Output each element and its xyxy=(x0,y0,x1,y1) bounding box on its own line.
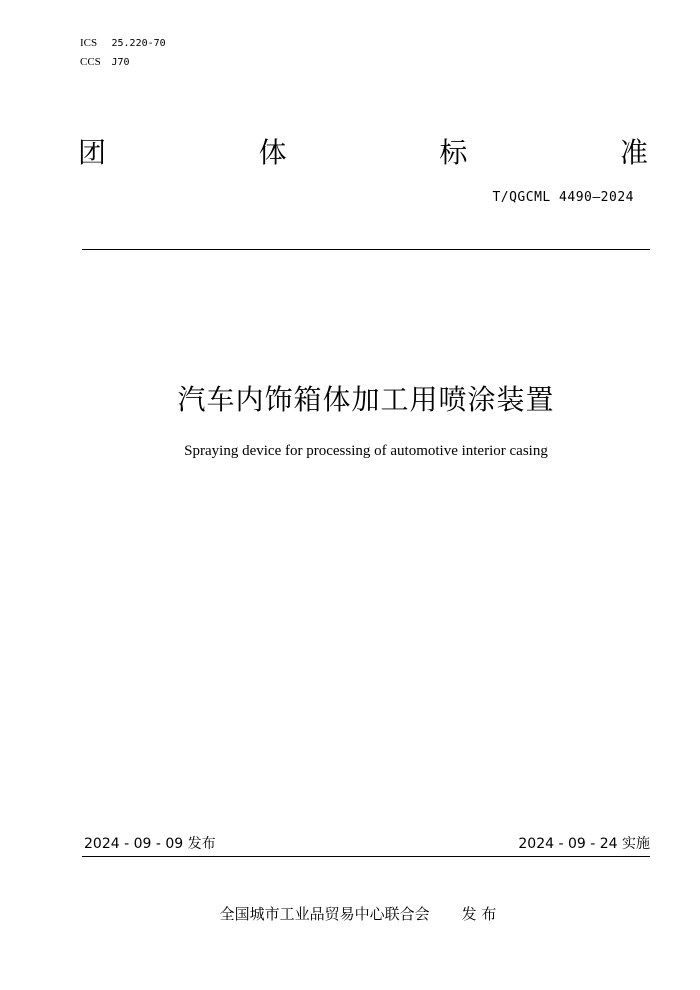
implementation-date: 2024 - 09 - 24 实施 xyxy=(518,836,650,852)
document-title-english: Spraying device for processing of automotive interior casing xyxy=(184,443,548,459)
ccs-code xyxy=(80,53,166,72)
standard-type-char: 标 xyxy=(439,136,468,169)
standard-type-char: 准 xyxy=(619,136,648,169)
standard-type-char: 团 xyxy=(78,136,107,169)
issue-date: 2024 - 09 - 09 发布 xyxy=(84,836,216,852)
ccs-label: CCS xyxy=(80,56,101,68)
ics-label: ICS xyxy=(80,37,98,49)
publisher-action: 发 布 xyxy=(461,905,497,923)
ccs-value: J70 xyxy=(111,57,130,68)
standard-number: T/QGCML 4490—2024 xyxy=(492,190,634,205)
document-title-chinese: 汽车内饰箱体加工用喷涂装置 xyxy=(177,383,555,416)
ics-value: 25.220-70 xyxy=(111,38,166,49)
ics-code xyxy=(80,34,166,53)
standard-type-heading xyxy=(78,133,648,173)
footer-divider xyxy=(82,856,650,857)
publisher-line xyxy=(0,903,700,925)
standard-type-char: 体 xyxy=(258,136,287,169)
header-divider xyxy=(82,249,650,250)
publisher-name: 全国城市工业品贸易中心联合会 xyxy=(219,905,430,923)
classification-codes xyxy=(80,34,166,72)
